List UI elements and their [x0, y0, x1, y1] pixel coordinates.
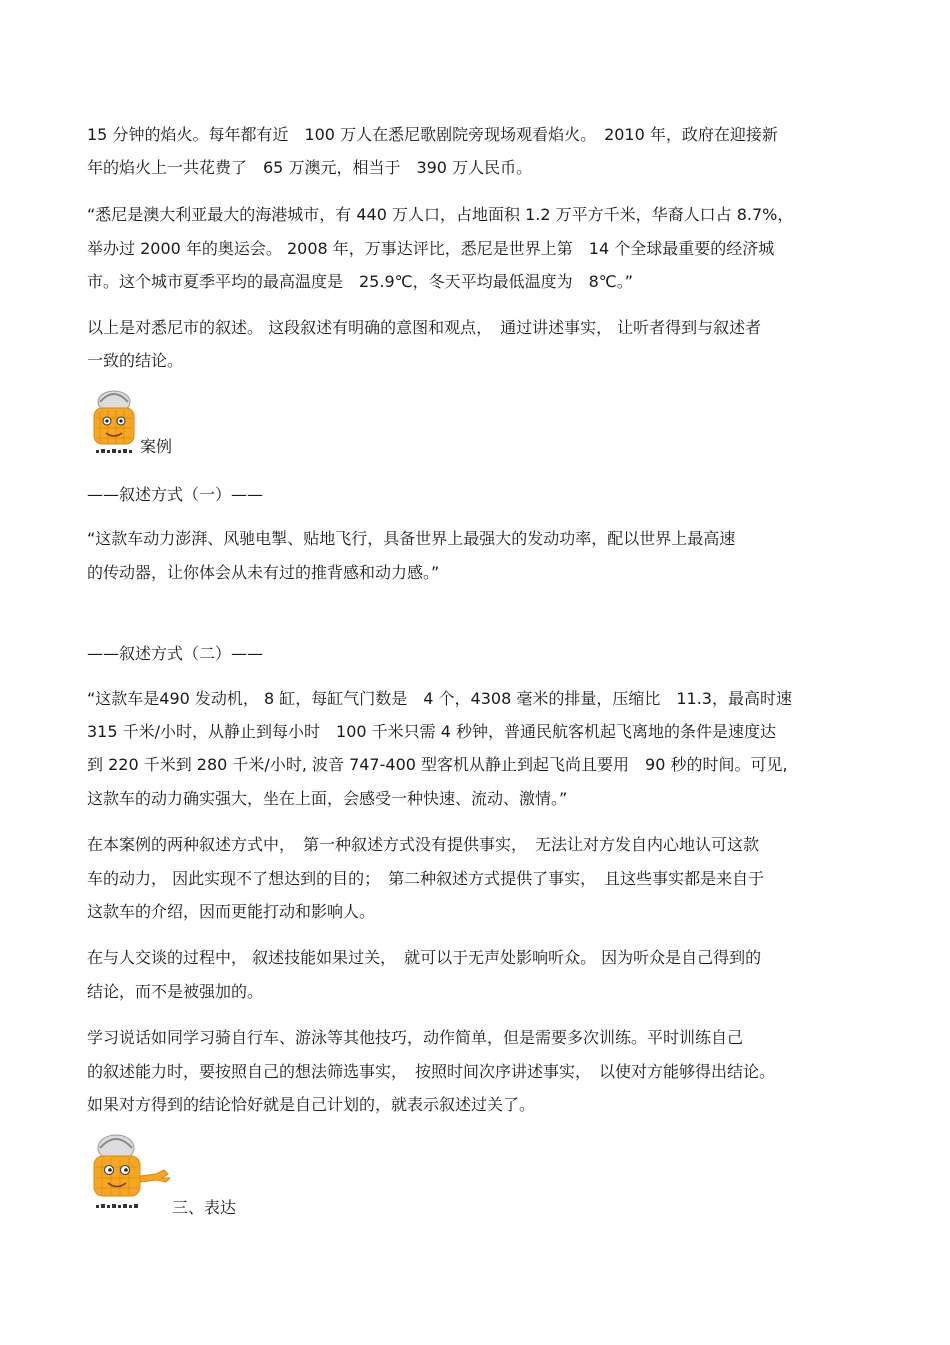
paragraph-3-line-1: 以上是对悉尼市的叙述。 这段叙述有明确的意图和观点， 通过讲述事实， 让听者得到与叙述者	[87, 318, 762, 337]
paragraph-6-line-2: 车的动力， 因此实现不了想达到的目的； 第二种叙述方式提供了事实， 且这些事实都是来自于	[87, 869, 765, 888]
paragraph-5-line-4: 这款车的动力确实强大，坐在上面，会感受一种快速、流动、激情。”	[87, 789, 568, 808]
paragraph-2-line-1: “悉尼是澳大利亚最大的海港城市，有 440 万人口，占地面积 1.2 万平方千米，华裔人口占 8.7%，	[87, 205, 794, 224]
method-2-heading: ——叙述方式（二）——	[87, 644, 264, 663]
paragraph-2-line-2: 举办过 2000 年的奥运会。 2008 年，万事达评比，悉尼是世界上第 14 个全球最重要的经济城	[87, 239, 775, 258]
paragraph-8-line-3: 如果对方得到的结论恰好就是自己计划的，就表示叙述过关了。	[87, 1095, 536, 1114]
orange-basket-mascot-pointing-icon	[86, 1132, 176, 1214]
paragraph-4-line-2: 的传动器，让你体会从未有过的推背感和动力感。”	[87, 563, 440, 582]
paragraph-8-line-2: 的叙述能力时，要按照自己的想法筛选事实， 按照时间次序讲述事实， 以使对方能够得出结论。	[87, 1062, 776, 1081]
paragraph-5-line-2: 315 千米/小时，从静止到每小时 100 千米只需 4 秒钟，普通民航客机起飞离地的条件是速度达	[87, 722, 776, 741]
method-1-heading: ——叙述方式（一）——	[87, 485, 264, 504]
paragraph-5-line-3: 到 220 千米到 280 千米/小时, 波音 747-400 型客机从静止到起飞尚且要用 90 秒的时间。可见,	[87, 755, 788, 774]
paragraph-7-line-2: 结论，而不是被强加的。	[87, 982, 264, 1001]
paragraph-1-line-1: 15 分钟的焰火。每年都有近 100 万人在悉尼歌剧院旁现场观看焰火。 2010 年，政府在迎接新	[87, 125, 778, 144]
paragraph-6-line-3: 这款车的介绍，因而更能打动和影响人。	[87, 902, 376, 921]
paragraph-1-line-2: 年的焰火上一共花费了 65 万澳元，相当于 390 万人民币。	[87, 158, 533, 177]
case-label: 案例	[140, 437, 173, 456]
paragraph-3-line-2: 一致的结论。	[87, 351, 184, 370]
orange-basket-mascot-icon	[86, 388, 142, 458]
paragraph-5-line-1: “这款车是490 发动机， 8 缸，每缸气门数是 4 个，4308 毫米的排量，压缩比 11.3，最高时速	[87, 689, 792, 708]
paragraph-8-line-1: 学习说话如同学习骑自行车、游泳等其他技巧，动作简单，但是需要多次训练。平时训练自己	[87, 1028, 744, 1047]
section-heading: 三、表达	[172, 1198, 237, 1217]
paragraph-7-line-1: 在与人交谈的过程中， 叙述技能如果过关， 就可以于无声处影响听众。 因为听众是自己得到的	[87, 948, 762, 967]
paragraph-4-line-1: “这款车动力澎湃、风驰电掣、贴地飞行，具备世界上最强大的发动功率，配以世界上最高速	[87, 529, 736, 548]
paragraph-2-line-3: 市。这个城市夏季平均的最高温度是 25.9℃，冬天平均最低温度为 8℃。”	[87, 272, 634, 291]
paragraph-6-line-1: 在本案例的两种叙述方式中， 第一种叙述方式没有提供事实， 无法让对方发自内心地认可这款	[87, 835, 760, 854]
